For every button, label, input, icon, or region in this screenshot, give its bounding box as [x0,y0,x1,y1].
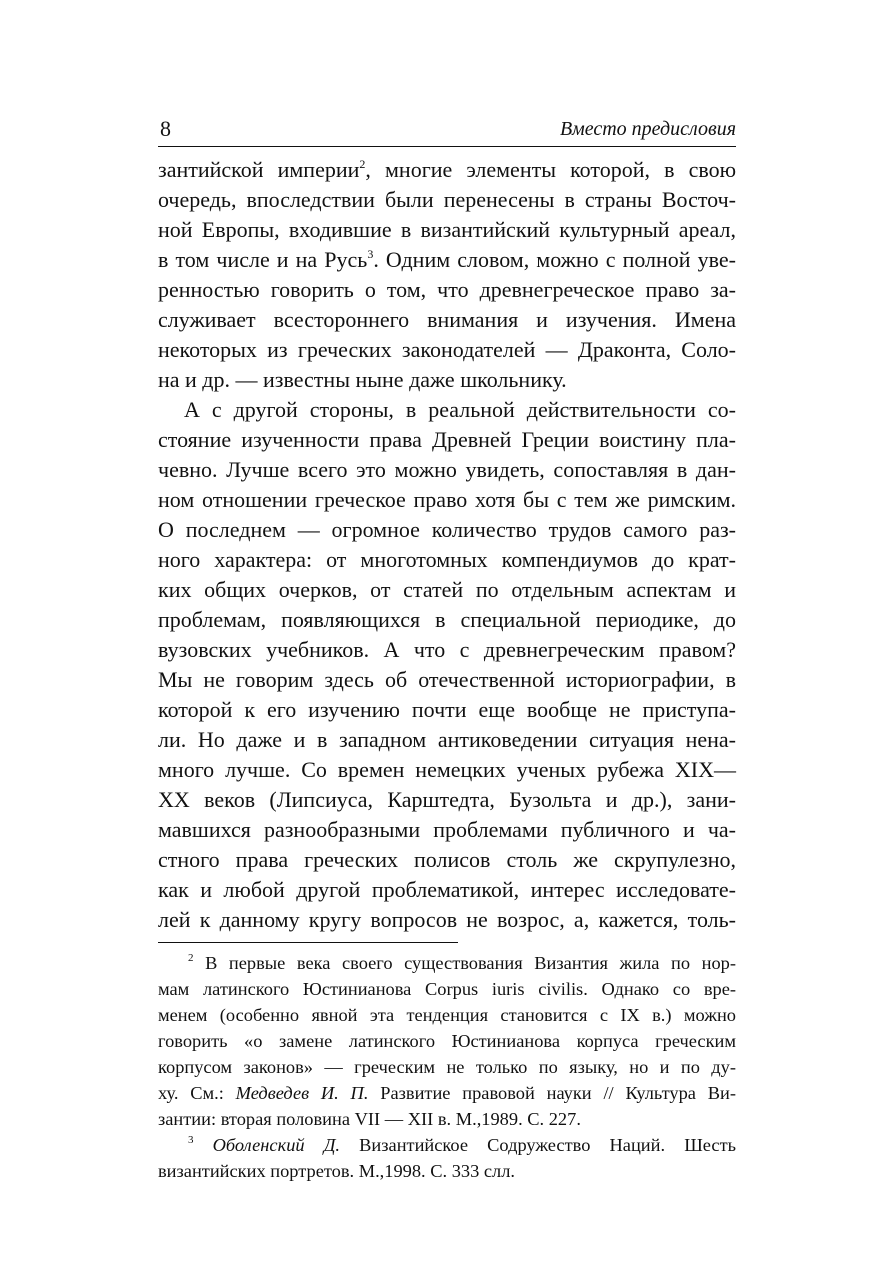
body-line: А с другой стороны, в реальной действительности со- [184,397,736,422]
body-line: мавшихся разнообразными проблемами публичного и ча- [158,817,736,842]
cited-author: Медведев И. П. [235,1083,369,1103]
footnote-line: мам латинского Юстинианова Corpus iuris civilis. Однако со вре- [158,979,736,999]
body-line: служивает всестороннего внимания и изучения. Имена [158,307,736,332]
footnote-marker: 3 [188,1134,194,1146]
cited-author: Оболенский Д. [212,1135,341,1155]
body-line: которой к его изучению почти еще вообще не приступа- [158,697,736,722]
page-header [158,114,736,147]
body-line: проблемам, появляющихся в специальной периодике, до [158,607,736,632]
body-line: лей к данному кругу вопросов не возрос, а, кажется, толь- [158,907,736,932]
body-line: как и любой другой проблематикой, интерес исследовате- [158,877,736,902]
body-line: очередь, впоследствии были перенесены в страны Восточ- [158,187,736,212]
body-line: XX веков (Липсиуса, Карштедта, Бузольта и др.), зани- [158,787,736,812]
body-line: чевно. Лучше всего это можно увидеть, сопоставляя в дан- [158,457,736,482]
footnote-line: ху. См.: Медведев И. П. Развитие правовой науки // Культура Ви- [158,1083,736,1103]
page-number: 8 [160,116,171,141]
footnote-ref[interactable]: 3 [367,247,374,261]
footnote-marker: 2 [188,952,194,964]
body-line: Мы не говорим здесь об отечественной историографии, в [158,667,736,692]
footnote-ref[interactable]: 2 [359,157,366,171]
footnote-line: говорить «о замене латинского Юстинианова корпуса греческим [158,1031,736,1051]
running-title: Вместо предисловия [560,118,736,140]
body-line: в том числе и на Русь$^3$. Одним словом, можно с полной уве- [158,247,737,272]
body-line: ли. Но даже и в западном антиковедении ситуация нена- [158,727,736,752]
body-line: на и др. — известны ныне даже школьнику. [158,367,567,392]
footnote-line: менем (особенно явной эта тенденция становится с IX в.) можно [158,1005,736,1025]
footnote-line: корпусом законов» — греческим не только по языку, но и по ду- [158,1057,736,1077]
body-line: ренностью говорить о том, что древнегреческое право за- [158,277,736,302]
body-line: стояние изученности права Древней Греции воистину пла- [158,427,736,452]
body-line: зантийской империи$^2$, многие элементы которой, в свою [158,157,737,182]
body-line: О последнем — огромное количество трудов самого раз- [158,517,736,542]
body-line: стного права греческих полисов столь же скрупулезно, [158,847,736,872]
body-line: ного характера: от многотомных компендиумов до крат- [158,547,736,572]
body-line: вузовских учебников. А что с древнегреческим правом? [158,637,736,662]
body-line: ких общих очерков, от статей по отдельным аспектам и [158,577,736,602]
footnote-line: зантии: вторая половина VII — XII в. М.,1989. С. 227. [158,1109,581,1129]
footnote-line: $^2$ В первые века своего существования Византия жила по нор- [188,952,736,973]
footnote-separator [158,942,458,943]
footnote-line: $^3$ Оболенский Д. Византийское Содружество Наций. Шесть [188,1134,736,1155]
body-line: ной Европы, входившие в византийский культурный ареал, [158,217,736,242]
body-line: много лучше. Со времен немецких ученых рубежа XIX— [158,757,736,782]
body-line: ном отношении греческое право хотя бы с тем же римским. [158,487,736,512]
footnote-line: византийских портретов. М.,1998. С. 333 слл. [158,1161,516,1181]
body-line: некоторых из греческих законодателей — Драконта, Соло- [158,337,736,362]
